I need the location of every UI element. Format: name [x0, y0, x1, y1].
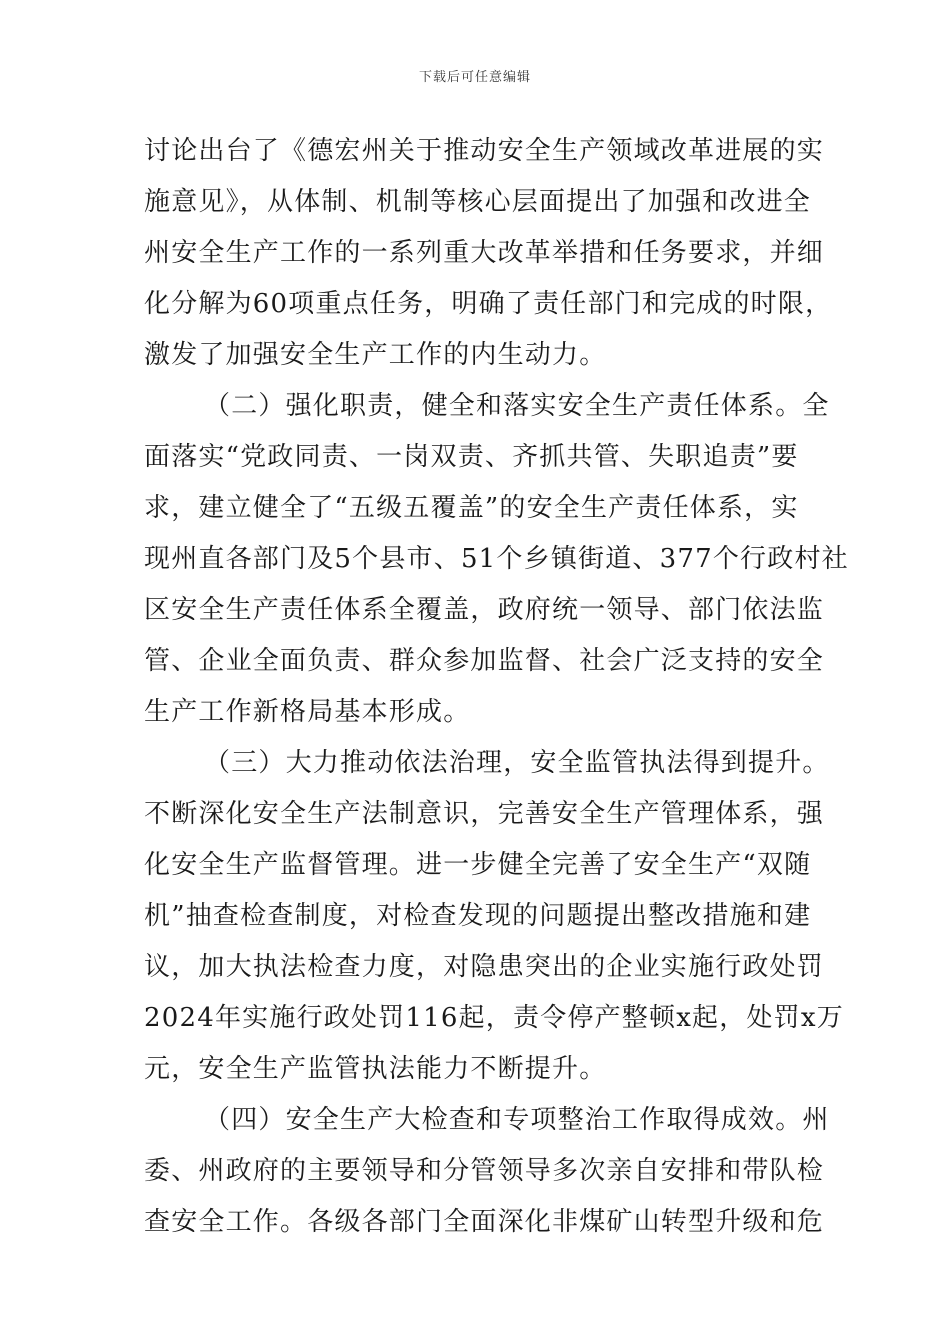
text-line: 激发了加强安全生产工作的内生动力。 — [144, 340, 607, 370]
document-body — [144, 126, 849, 1248]
text-line: 委、州政府的主要领导和分管领导多次亲自安排和带队检 — [144, 1156, 825, 1186]
text-line: 化分解为60项重点任务，明确了责任部门和完成的时限， — [144, 289, 833, 319]
text-line: 不断深化安全生产法制意识，完善安全生产管理体系，强 — [144, 799, 825, 829]
text-line: 议，加大执法检查力度，对隐患突出的企业实施行政处罚 — [144, 952, 825, 982]
text-line: 查安全工作。各级各部门全面深化非煤矿山转型升级和危 — [144, 1207, 825, 1237]
text-line: 机”抽查检查制度，对检查发现的问题提出整改措施和建 — [144, 901, 812, 931]
text-line: 2024年实施行政处罚116起，责令停产整顿x起，处罚x万 — [144, 1003, 844, 1033]
text-line: （三）大力推动依法治理，安全监管执法得到提升。 — [204, 748, 830, 778]
text-line: 元，安全生产监管执法能力不断提升。 — [144, 1054, 607, 1084]
text-line: 管、企业全面负责、群众参加监督、社会广泛支持的安全 — [144, 646, 825, 676]
text-line: 施意见》，从体制、机制等核心层面提出了加强和改进全 — [144, 187, 812, 217]
text-line: 现州直各部门及5个县市、51个乡镇街道、377个行政村社 — [144, 544, 849, 574]
text-line: （二）强化职责，健全和落实安全生产责任体系。全 — [204, 391, 830, 421]
text-line: 区安全生产责任体系全覆盖，政府统一领导、部门依法监 — [144, 595, 825, 625]
text-line: 求，建立健全了“五级五覆盖”的安全生产责任体系，实 — [144, 493, 799, 523]
text-line: 州安全生产工作的一系列重大改革举措和任务要求，并细 — [144, 238, 825, 268]
text-line: 面落实“党政同责、一岗双责、齐抓共管、失职追责”要 — [144, 442, 799, 472]
text-line: （四）安全生产大检查和专项整治工作取得成效。州 — [204, 1105, 830, 1135]
text-line: 化安全生产监督管理。进一步健全完善了安全生产“双随 — [144, 850, 812, 880]
download-note: 下载后可任意编辑 — [418, 70, 531, 85]
text-line: 生产工作新格局基本形成。 — [144, 697, 471, 727]
text-line: 讨论出台了《德宏州关于推动安全生产领域改革进展的实 — [144, 136, 825, 166]
